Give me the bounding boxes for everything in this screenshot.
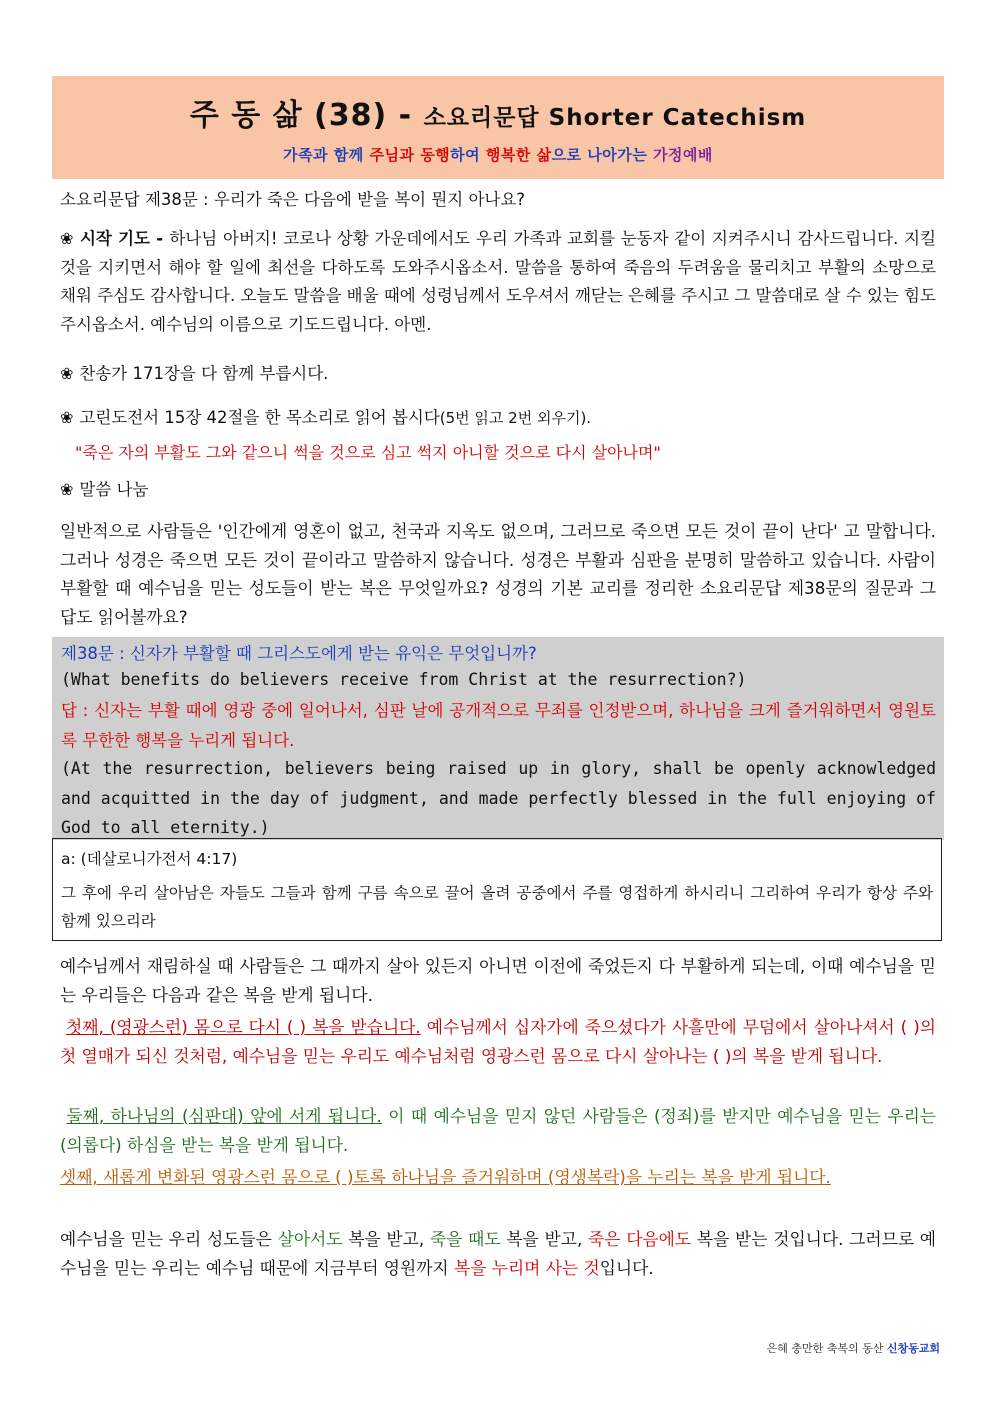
subtitle-part: 행복한 삶 [485, 146, 552, 164]
conclusion-part: 입니다. [599, 1257, 654, 1278]
flower-icon: ❀ [60, 480, 74, 499]
reading-note: (5번 읽고 2번 외우기). [439, 409, 592, 427]
return-paragraph: 예수님께서 재림하실 때 사람들은 그 때까지 살아 있든지 아니면 이전에 죽었든지 다 부활하게 되는데, 이때 예수님을 믿는 우리들은 다음과 같은 복을 받게 됩니다. [60, 956, 936, 1005]
conclusion-part: 복을 받고, [500, 1229, 589, 1249]
reading-line [60, 404, 936, 433]
question-line: 소요리문답 제38문 : 우리가 죽은 다음에 받을 복이 뭔지 아나요? [60, 190, 526, 209]
catechism-question: 제38문 : 신자가 부활할 때 그리스도에게 받는 유익은 무엇입니까? [61, 644, 537, 663]
conclusion-highlight: 죽은 다음에도 [588, 1229, 692, 1249]
scripture-box [52, 838, 942, 941]
reading-text: 고린도전서 15장 42절을 한 목소리로 읽어 봅시다 [79, 408, 440, 427]
title-banner [52, 76, 944, 179]
page-subtitle [52, 144, 944, 165]
conclusion-part: 복을 받는 것입니다. 그러므로 예수님을 믿는 우리는 예수님 때문에 지금부터 영원까지 [60, 1229, 937, 1278]
footer [767, 1340, 940, 1356]
subtitle-part: 으로 나아가는 [551, 146, 653, 164]
scripture-reference: a: (데살로니가전서 4:17) [61, 850, 238, 868]
subtitle-part: 가족과 함께 [283, 146, 370, 164]
title-sub: 소요리문답 Shorter Catechism [423, 105, 807, 131]
scripture-text: 그 후에 우리 살아남은 자들도 그들과 함께 구름 속으로 끌어 올려 공중에서 주를 영접하게 하시리니 그리하여 우리가 항상 주와 함께 있으리라 [61, 884, 933, 930]
conclusion-paragraph [60, 1225, 936, 1282]
second-blessing-heading: 둘째, 하나님의 (심판대) 앞에 서게 됩니다. [66, 1106, 382, 1126]
subtitle-part: 동행 [420, 146, 451, 164]
first-blessing [60, 1013, 936, 1070]
conclusion-part: 복을 받고, [342, 1229, 430, 1249]
hymn-line [60, 360, 936, 389]
conclusion-part: 예수님을 믿는 우리 성도들은 [60, 1229, 278, 1249]
catechism-box [52, 637, 944, 840]
footer-text: 은혜 충만한 축복의 동산 [766, 1342, 887, 1355]
third-blessing: 셋째, 새롭게 변화된 영광스런 몸으로 ( )토록 하나님을 즐거워하며 (영생복락)을 누리는 복을 받게 됩니다. [60, 1167, 831, 1187]
catechism-answer-en: (At the resurrection, believers being raised up in glory, shall be openly acknowledged and acquitted in the day of judgment, and made perfectly blessed in the full enjoying of God to all eternity.) [61, 759, 936, 837]
sharing-heading [60, 476, 936, 505]
flower-icon: ❀ [60, 364, 74, 383]
prayer-label: 시작 기도 - [79, 229, 170, 248]
memory-verse: "죽은 자의 부활도 그와 같으니 썩을 것으로 심고 썩지 아니할 것으로 다시 살아나며" [75, 443, 661, 462]
conclusion-highlight: 살아서도 [277, 1229, 343, 1249]
first-blessing-text: 예수님께서 십자가에 죽으셨다가 사흘만에 무덤에서 살아나셔서 ( )의 첫 열매가 되신 것처럼, 예수님을 믿는 우리도 예수님처럼 영광스런 몸으로 다시 살아나는 ( )의 복을 받게 됩니다. [60, 1017, 937, 1066]
intro-paragraph: 일반적으로 사람들은 '인간에게 영혼이 없고, 천국과 지옥도 없으며, 그러므로 죽으면 모든 것이 끝이 난다' 고 말합니다. 그러나 성경은 죽으면 모든 것이 끝이라고 말씀하지 않습니다. 성경은 부활과 심판을 분명히 말씀하고 있습니다. 사람이 부활할 때 예수님을 믿는 성도들이 받는 복은 무엇일까요? 성경의 기본 교리를 정리한 소요리문답 제38문의 질문과 그 답도 읽어볼까요? [60, 521, 936, 627]
sharing-label: 말씀 나눔 [79, 480, 149, 499]
second-blessing-text: 이 때 예수님을 믿지 않던 사람들은 (정죄)를 받지만 예수님을 믿는 우리는 (의롭다) 하심을 받는 복을 받게 됩니다. [60, 1106, 936, 1155]
subtitle-part: 주님과 [369, 146, 421, 164]
prayer-section [60, 225, 936, 339]
page-title [52, 90, 944, 134]
church-name: 신창동교회 [886, 1342, 940, 1355]
second-blessing [60, 1102, 936, 1159]
first-blessing-heading: 첫째, (영광스런) 몸으로 다시 ( ) 복을 받습니다. [66, 1017, 421, 1037]
catechism-answer: 답 : 신자는 부활 때에 영광 중에 일어나서, 심판 날에 공개적으로 무죄를 인정받으며, 하나님을 크게 즐거워하면서 영원토록 무한한 행복을 누리게 됩니다. [61, 701, 936, 750]
subtitle-part: 하여 [450, 146, 486, 164]
conclusion-highlight: 복을 누리며 사는 것 [453, 1257, 600, 1278]
prayer-text: 하나님 아버지! 코로나 상황 가운데에서도 우리 가족과 교회를 눈동자 같이 지켜주시니 감사드립니다. 지킬 것을 지키면서 해야 할 일에 최선을 다하도록 도와주시옵소서. 말씀을 통하여 죽음의 두려움을 물리치고 부활의 소망으로 채워 주심도 감사합니다. 오늘도 말씀을 배울 때에 성령님께서 도우셔서 깨닫는 은혜를 주시고 그 말씀대로 살 수 있는 힘도 주시옵소서. 예수님의 이름으로 기도드립니다. 아멘. [60, 229, 937, 334]
subtitle-part: 가정예배 [652, 146, 713, 164]
conclusion-highlight: 죽을 때도 [429, 1229, 501, 1249]
flower-icon: ❀ [60, 229, 74, 248]
title-main: 주 동 삶 (38) - [189, 98, 413, 133]
hymn-text: 찬송가 171장을 다 함께 부릅시다. [79, 364, 329, 383]
flower-icon: ❀ [60, 408, 74, 427]
catechism-question-en: (What benefits do believers receive from Christ at the resurrection?) [61, 670, 747, 689]
